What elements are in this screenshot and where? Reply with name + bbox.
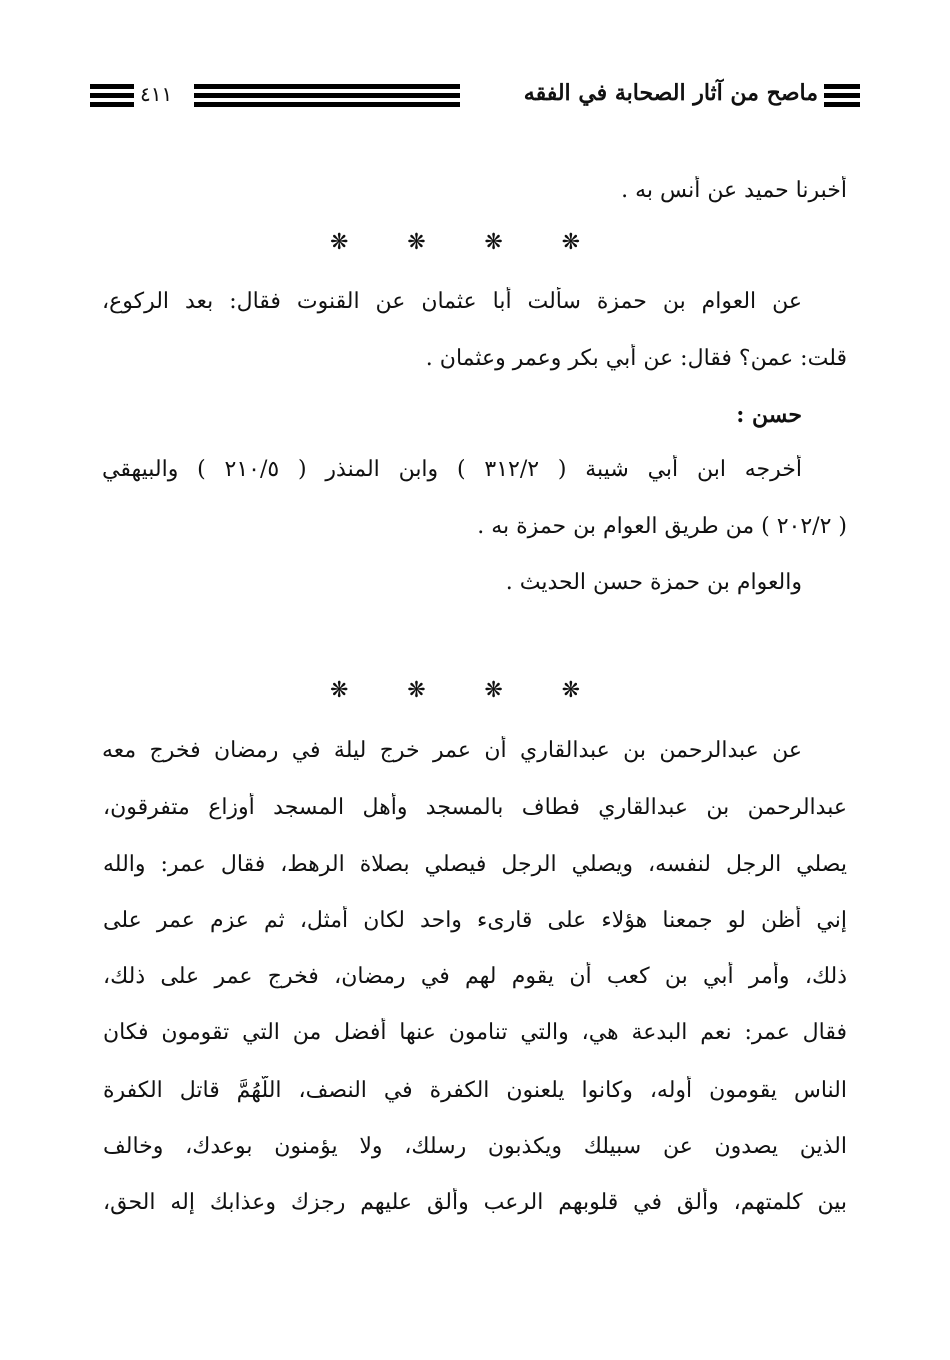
- flower-ornament-icon: ❋: [330, 230, 349, 255]
- running-header: [90, 78, 860, 118]
- text-line: بين كلمتهم، وألق في قلوبهم الرعب وألق عليهم رجزك وعذابك إله الحق،: [103, 1190, 847, 1215]
- section-separator: [330, 678, 580, 703]
- flower-ornament-icon: ❋: [330, 678, 349, 703]
- header-rule-left: [90, 93, 134, 98]
- header-rule-middle: [194, 84, 460, 89]
- flower-ornament-icon: ❋: [484, 678, 503, 703]
- text-line: إني أظن لو جمعنا هؤلاء على قارىء واحد لكان أمثل، ثم عزم عمر على: [103, 908, 847, 933]
- text-line: والعوام بن حمزة حسن الحديث .: [505, 570, 802, 595]
- text-line: يصلي الرجل لنفسه، ويصلي الرجل فيصلي بصلاة الرهط، فقال عمر: والله: [103, 852, 847, 877]
- header-rule-right: [824, 102, 860, 107]
- text-line: ( ٢٠٢/٢ ) من طريق العوام بن حمزة به .: [477, 514, 847, 539]
- text-line: فقال عمر: نعم البدعة هي، والتي تنامون عنها أفضل من التي تقومون فكان: [103, 1020, 847, 1045]
- flower-ornament-icon: ❋: [484, 230, 503, 255]
- text-line: عن العوام بن حمزة سألت أبا عثمان عن القنوت فقال: بعد الركوع،: [102, 289, 802, 314]
- text-line: قلت: عمن؟ فقال: عن أبي بكر وعمر وعثمان .: [425, 346, 847, 371]
- section-separator: [330, 230, 580, 255]
- text-line: ذلك، وأمر أبي بن كعب أن يقوم لهم في رمضان، فخرج عمر على ذلك،: [103, 964, 847, 989]
- flower-ornament-icon: ❋: [407, 230, 426, 255]
- grading-heading: حسن :: [736, 402, 802, 428]
- text-line: أخرجه ابن أبي شيبة ( ٣١٢/٢ ) وابن المنذر ( ٢١٠/٥ ) والبيهقي: [102, 457, 802, 482]
- text-line: أخبرنا حميد عن أنس به .: [621, 178, 847, 203]
- flower-ornament-icon: ❋: [561, 230, 580, 255]
- header-rule-left: [90, 102, 134, 107]
- header-rule-middle: [194, 102, 460, 107]
- text-line: الذين يصدون عن سبيلك ويكذبون رسلك، ولا يؤمنون بوعدك، وخالف: [103, 1134, 847, 1159]
- text-line: الناس يقومون أوله، وكانوا يلعنون الكفرة في النصف، اللَّهُمَّ قاتل الكفرة: [103, 1078, 847, 1103]
- flower-ornament-icon: ❋: [561, 678, 580, 703]
- header-rule-left: [90, 84, 134, 89]
- header-rule-right: [824, 84, 860, 89]
- header-rule-middle: [194, 93, 460, 98]
- header-rule-right: [824, 93, 860, 98]
- flower-ornament-icon: ❋: [407, 678, 426, 703]
- page-number: ٤١١: [140, 82, 173, 106]
- header-title: ماصح من آثار الصحابة في الفقه: [523, 80, 818, 106]
- text-line: عن عبدالرحمن بن عبدالقاري أن عمر خرج ليلة في رمضان فخرج معه: [102, 738, 802, 763]
- text-line: عبدالرحمن بن عبدالقاري فطاف بالمسجد وأهل المسجد أوزاع متفرقون،: [103, 795, 847, 820]
